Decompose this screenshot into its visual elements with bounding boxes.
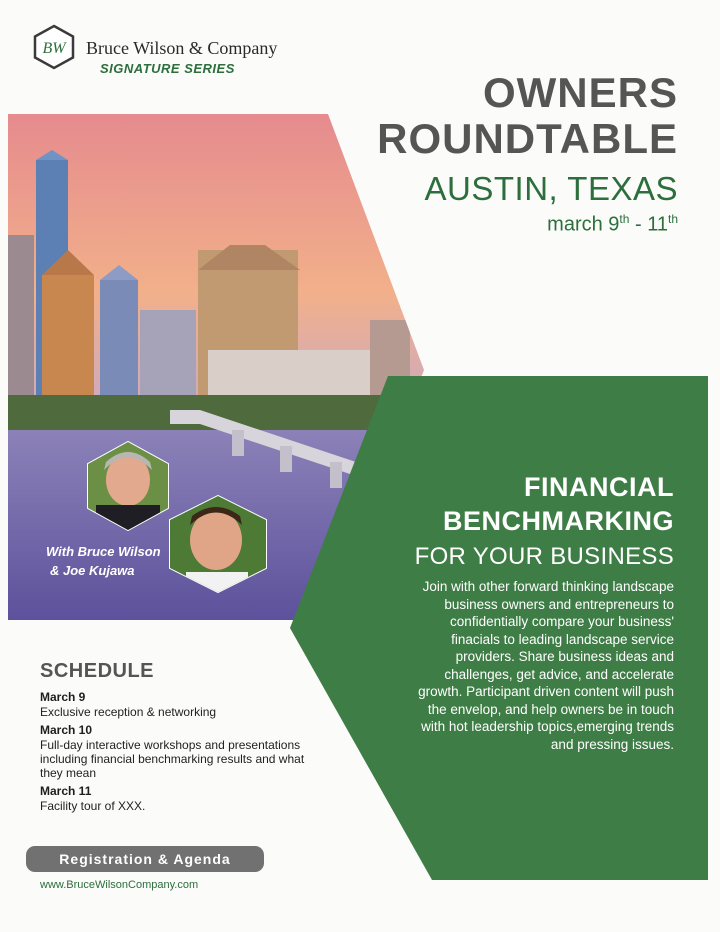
brand-name: Bruce Wilson & Company: [86, 38, 278, 58]
registration-agenda-button[interactable]: Registration & Agenda: [26, 846, 264, 872]
schedule-text: Full-day interactive workshops and presentations including financial benchmarking results and what they mean: [40, 738, 305, 780]
schedule-date: March 9: [40, 690, 86, 704]
feature-body: Join with other forward thinking landscape business owners and entrepreneurs to confidentially compare your business' finacials to leading landscape service providers. Share business ideas and challenges, get advice, and accelerate growth. Participant driven content will push the envelop, and help owners be in touch with hot leadership topics,emerging trends and pressing issues.: [418, 579, 674, 752]
logo-initials: BW: [42, 40, 66, 57]
hosts-line2: & Joe Kujawa: [50, 563, 135, 578]
date-end-sup: th: [667, 212, 678, 226]
schedule-text: Exclusive reception & networking: [40, 705, 217, 719]
schedule-list: [40, 690, 330, 817]
schedule-text: Facility tour of XXX.: [40, 799, 146, 813]
date-sep: - 11: [629, 213, 668, 236]
feature-title: [443, 470, 674, 538]
schedule-item: [40, 784, 330, 813]
website-link[interactable]: www.BruceWilsonCompany.com: [40, 879, 199, 891]
schedule-item: [40, 723, 330, 780]
schedule-date: March 11: [40, 784, 92, 798]
event-title-line1: OWNERS: [483, 69, 678, 116]
brand-series: SIGNATURE SERIES: [100, 61, 235, 76]
feature-subtitle: FOR YOUR BUSINESS: [414, 543, 674, 570]
feature-title-line2: BENCHMARKING: [443, 506, 674, 536]
date-start: march 9: [547, 213, 620, 236]
hosts-line1: With Bruce Wilson: [46, 544, 161, 559]
feature-title-line1: FINANCIAL: [524, 472, 674, 502]
schedule-item: [40, 690, 330, 719]
date-start-sup: th: [619, 212, 630, 226]
event-title-line2: ROUNDTABLE: [377, 115, 678, 162]
event-city: AUSTIN, TEXAS: [424, 170, 678, 207]
schedule-date: March 10: [40, 723, 93, 737]
schedule-heading: SCHEDULE: [40, 660, 155, 682]
